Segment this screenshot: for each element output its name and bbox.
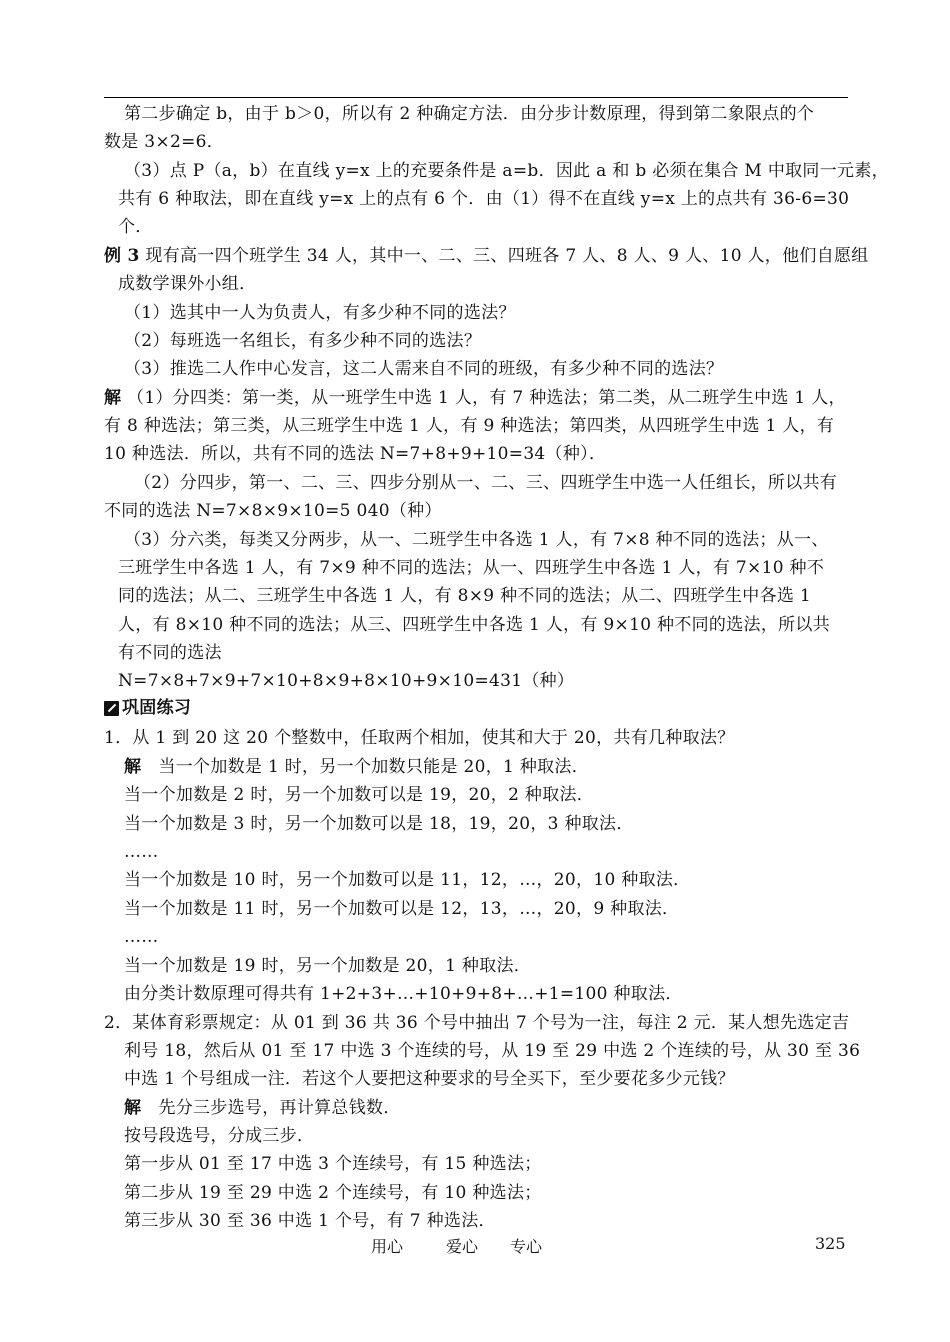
text-line: 中选 1 个号组成一注．若这个人要把这种要求的号全买下，至少要花多少元钱？ <box>124 1069 735 1089</box>
text-line: 当一个加数是 19 时，另一个加数是 20，1 种取法． <box>124 956 532 976</box>
question-1: （1）选其中一人为负责人，有多少种不同的选法？ <box>124 303 516 323</box>
footer-slogan-1: 用心 <box>371 1237 404 1256</box>
pencil-icon <box>104 701 119 716</box>
text-line: 共有 6 种取法，即在直线 y=x 上的点有 6 个．由（1）得不在直线 y=x 上的点共有 36-6=30 <box>118 189 850 209</box>
text-line: 第二步从 19 至 29 中选 2 个连续号，有 10 种选法； <box>124 1183 542 1203</box>
text-line: 由分类计数原理可得共有 1+2+3+…+10+9+8+…+1=100 种取法． <box>124 984 683 1004</box>
page-number: 325 <box>815 1234 846 1253</box>
text-line: （3）点 P（a，b）在直线 y=x 上的充要条件是 a=b．因此 a 和 b 必须在集合 M 中取同一元素， <box>124 161 889 181</box>
text-line: 利号 18，然后从 01 至 17 中选 3 个连续的号，从 19 至 29 中选 2 个连续的号，从 30 至 36 <box>124 1041 861 1061</box>
solution-line <box>124 757 589 777</box>
solution-text: 当一个加数是 1 时，另一个加数只能是 20，1 种取法． <box>158 757 590 777</box>
ellipsis-line: …… <box>124 842 159 862</box>
practice-heading <box>104 698 191 718</box>
text-line: 当一个加数是 3 时，另一个加数可以是 18，19，20，3 种取法． <box>124 814 634 834</box>
text-line: 有 8 种选法；第三类，从三班学生中选 1 人，有 9 种选法；第四类，从四班学生中选 1 人，有 <box>104 416 835 436</box>
text-line: 个． <box>118 217 153 237</box>
example-label: 例 3 <box>104 246 140 266</box>
formula-line: N=7×8+7×9+7×10+8×9+8×10+9×10=431（种） <box>118 671 575 691</box>
text-line: 当一个加数是 10 时，另一个加数可以是 11，12，…，20，10 种取法． <box>124 870 691 890</box>
header-rule <box>104 97 848 98</box>
text-line: 按号段选号，分成三步． <box>124 1126 315 1146</box>
solution-label: 解 <box>124 757 142 777</box>
solution-label: 解 <box>124 1098 142 1118</box>
text-line: 有不同的选法 <box>118 643 222 663</box>
solution-line <box>124 1098 401 1118</box>
text-line: （2）分四步，第一、二、三、四步分别从一、二、三、四班学生中选一人任组长，所以共有 <box>134 473 838 493</box>
text-line: 人，有 8×10 种不同的选法；从三、四班学生中各选 1 人，有 9×10 种不同的选法，所以共 <box>118 615 831 635</box>
solution-text: （1）分四类：第一类，从一班学生中选 1 人，有 7 种选法；第二类，从二班学生中选 1 人， <box>127 388 846 408</box>
example-line <box>104 246 869 266</box>
question-2: （2）每班选一名组长，有多少种不同的选法？ <box>124 331 482 351</box>
practice-heading-text: 巩固练习 <box>122 698 192 718</box>
text-line: 数是 3×2=6． <box>104 132 225 152</box>
text-line: 当一个加数是 2 时，另一个加数可以是 19，20，2 种取法． <box>124 785 595 805</box>
solution-label: 解 <box>104 388 122 408</box>
text-line: 三班学生中各选 1 人，有 7×9 种不同的选法；从一、四班学生中各选 1 人，有 7×10 种不 <box>118 558 825 578</box>
text-line: 第二步确定 b，由于 b＞0，所以有 2 种确定方法．由分步计数原理，得到第二象限点的个 <box>124 104 815 124</box>
exercise-2: 2．某体育彩票规定：从 01 到 36 共 36 个号中抽出 7 个号为一注，每注 2 元．某人想先选定吉 <box>104 1013 850 1033</box>
footer-slogan-2: 爱心 <box>446 1237 479 1256</box>
text-line: （3）分六类，每类又分两步，从一、二班学生中各选 1 人，有 7×8 种不同的选法；从一、 <box>124 530 829 550</box>
footer-slogan-3: 专心 <box>510 1237 543 1256</box>
text-line: 不同的选法 N=7×8×9×10=5 040（种） <box>104 501 442 521</box>
ellipsis-line: …… <box>124 927 159 947</box>
example-text: 现有高一四个班学生 34 人，其中一、二、三、四班各 7 人、8 人、9 人、10 人，他们自愿组 <box>145 246 869 266</box>
solution-line <box>104 388 846 408</box>
solution-text: 先分三步选号，再计算总钱数． <box>158 1098 401 1118</box>
text-line: 第一步从 01 至 17 中选 3 个连续号，有 15 种选法； <box>124 1154 542 1174</box>
text-line: 当一个加数是 11 时，另一个加数可以是 12，13，…，20，9 种取法． <box>124 899 680 919</box>
exercise-1: 1．从 1 到 20 这 20 个整数中，任取两个相加，使其和大于 20，共有几种取法？ <box>104 728 735 748</box>
text-line: 第三步从 30 至 36 中选 1 个号，有 7 种选法． <box>124 1211 496 1231</box>
question-3: （3）推选二人作中心发言，这二人需来自不同的班级，有多少种不同的选法？ <box>124 359 724 379</box>
text-line: 同的选法；从二、三班学生中各选 1 人，有 8×9 种不同的选法；从二、四班学生中各选 1 <box>118 586 812 606</box>
text-line: 10 种选法．所以，共有不同的选法 N=7+8+9+10=34（种）． <box>104 444 607 464</box>
text-line: 成数学课外小组． <box>118 274 257 294</box>
